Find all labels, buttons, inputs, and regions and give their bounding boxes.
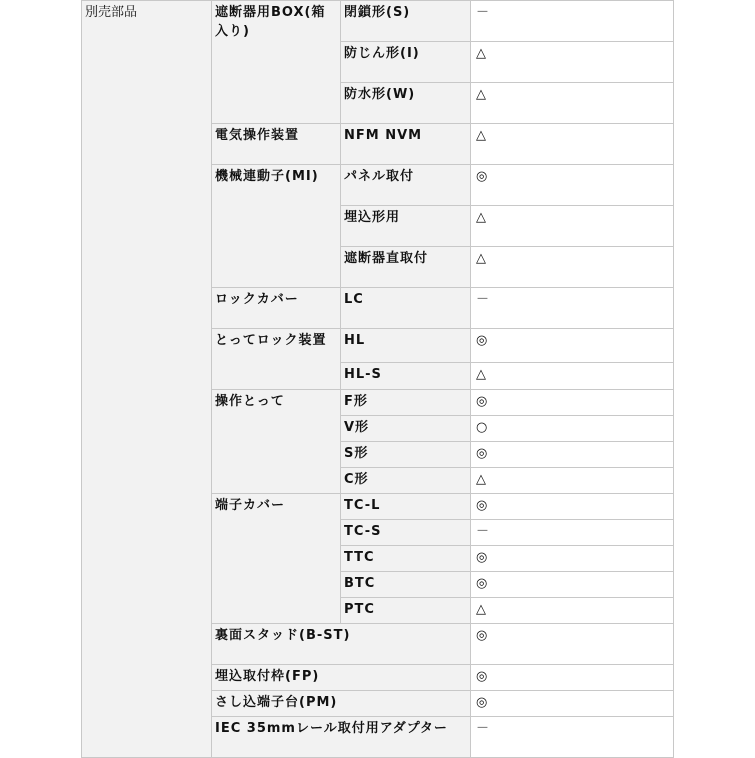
availability-symbol: ◎ <box>476 628 488 643</box>
availability-cell <box>471 124 674 165</box>
row-model: V形 <box>341 416 471 442</box>
row-model: 閉鎖形(S) <box>341 1 471 42</box>
availability-cell <box>471 717 674 758</box>
row-model: NFM NVM <box>341 124 471 165</box>
availability-symbol: △ <box>476 367 486 382</box>
availability-cell <box>471 624 674 665</box>
availability-cell <box>471 42 674 83</box>
availability-cell <box>471 546 674 572</box>
row-label: ロックカバー <box>212 288 341 329</box>
availability-symbol: ◎ <box>476 550 488 565</box>
availability-symbol: △ <box>476 210 486 225</box>
availability-cell <box>471 1 674 42</box>
availability-cell <box>471 572 674 598</box>
row-model: BTC <box>341 572 471 598</box>
availability-symbol: ◎ <box>476 333 488 348</box>
availability-symbol: ◎ <box>476 498 488 513</box>
availability-symbol: ○ <box>476 420 488 435</box>
availability-symbol: － <box>476 524 490 539</box>
row-model: TC-L <box>341 494 471 520</box>
row-model: TTC <box>341 546 471 572</box>
row-model: F形 <box>341 390 471 416</box>
availability-symbol: ◎ <box>476 576 488 591</box>
availability-cell <box>471 416 674 442</box>
availability-cell <box>471 83 674 124</box>
row-model: HL <box>341 329 471 363</box>
availability-cell <box>471 442 674 468</box>
availability-symbol: ◎ <box>476 169 488 184</box>
availability-cell <box>471 520 674 546</box>
row-model: S形 <box>341 442 471 468</box>
availability-symbol: ◎ <box>476 394 488 409</box>
availability-cell <box>471 691 674 717</box>
availability-symbol: △ <box>476 128 486 143</box>
row-label: とってロック装置 <box>212 329 341 390</box>
availability-symbol: ◎ <box>476 695 488 710</box>
availability-cell <box>471 288 674 329</box>
availability-symbol: ◎ <box>476 446 488 461</box>
availability-symbol: － <box>476 292 490 307</box>
row-model: PTC <box>341 598 471 624</box>
row-model: LC <box>341 288 471 329</box>
row-label: 操作とって <box>212 390 341 494</box>
row-label: 電気操作装置 <box>212 124 341 165</box>
table-row <box>82 1 674 42</box>
row-model: 遮断器直取付 <box>341 247 471 288</box>
availability-cell <box>471 165 674 206</box>
row-model: 防じん形(I) <box>341 42 471 83</box>
availability-cell <box>471 329 674 363</box>
availability-symbol: △ <box>476 472 486 487</box>
availability-cell <box>471 390 674 416</box>
availability-cell <box>471 665 674 691</box>
availability-cell <box>471 363 674 390</box>
row-label: 機械連動子(MI) <box>212 165 341 288</box>
availability-cell <box>471 468 674 494</box>
row-label: 埋込取付枠(FP) <box>212 665 471 691</box>
availability-cell <box>471 494 674 520</box>
availability-symbol: △ <box>476 602 486 617</box>
row-model: 埋込形用 <box>341 206 471 247</box>
row-label: 端子カバー <box>212 494 341 624</box>
availability-symbol: △ <box>476 46 486 61</box>
availability-symbol: △ <box>476 87 486 102</box>
row-label: 遮断器用BOX(箱入り) <box>212 1 341 124</box>
row-model: 防水形(W) <box>341 83 471 124</box>
row-model: パネル取付 <box>341 165 471 206</box>
row-model: TC-S <box>341 520 471 546</box>
availability-cell <box>471 598 674 624</box>
availability-symbol: △ <box>476 251 486 266</box>
row-label: IEC 35mmレール取付用アダプター <box>212 717 471 758</box>
row-model: HL-S <box>341 363 471 390</box>
row-model: C形 <box>341 468 471 494</box>
availability-symbol: － <box>476 5 490 20</box>
category-cell: 別売部品 <box>82 1 212 758</box>
availability-cell <box>471 247 674 288</box>
availability-cell <box>471 206 674 247</box>
availability-symbol: ◎ <box>476 669 488 684</box>
availability-symbol: － <box>476 721 490 736</box>
accessories-spec-table <box>81 0 674 758</box>
row-label: さし込端子台(PM) <box>212 691 471 717</box>
row-label: 裏面スタッド(B-ST) <box>212 624 471 665</box>
